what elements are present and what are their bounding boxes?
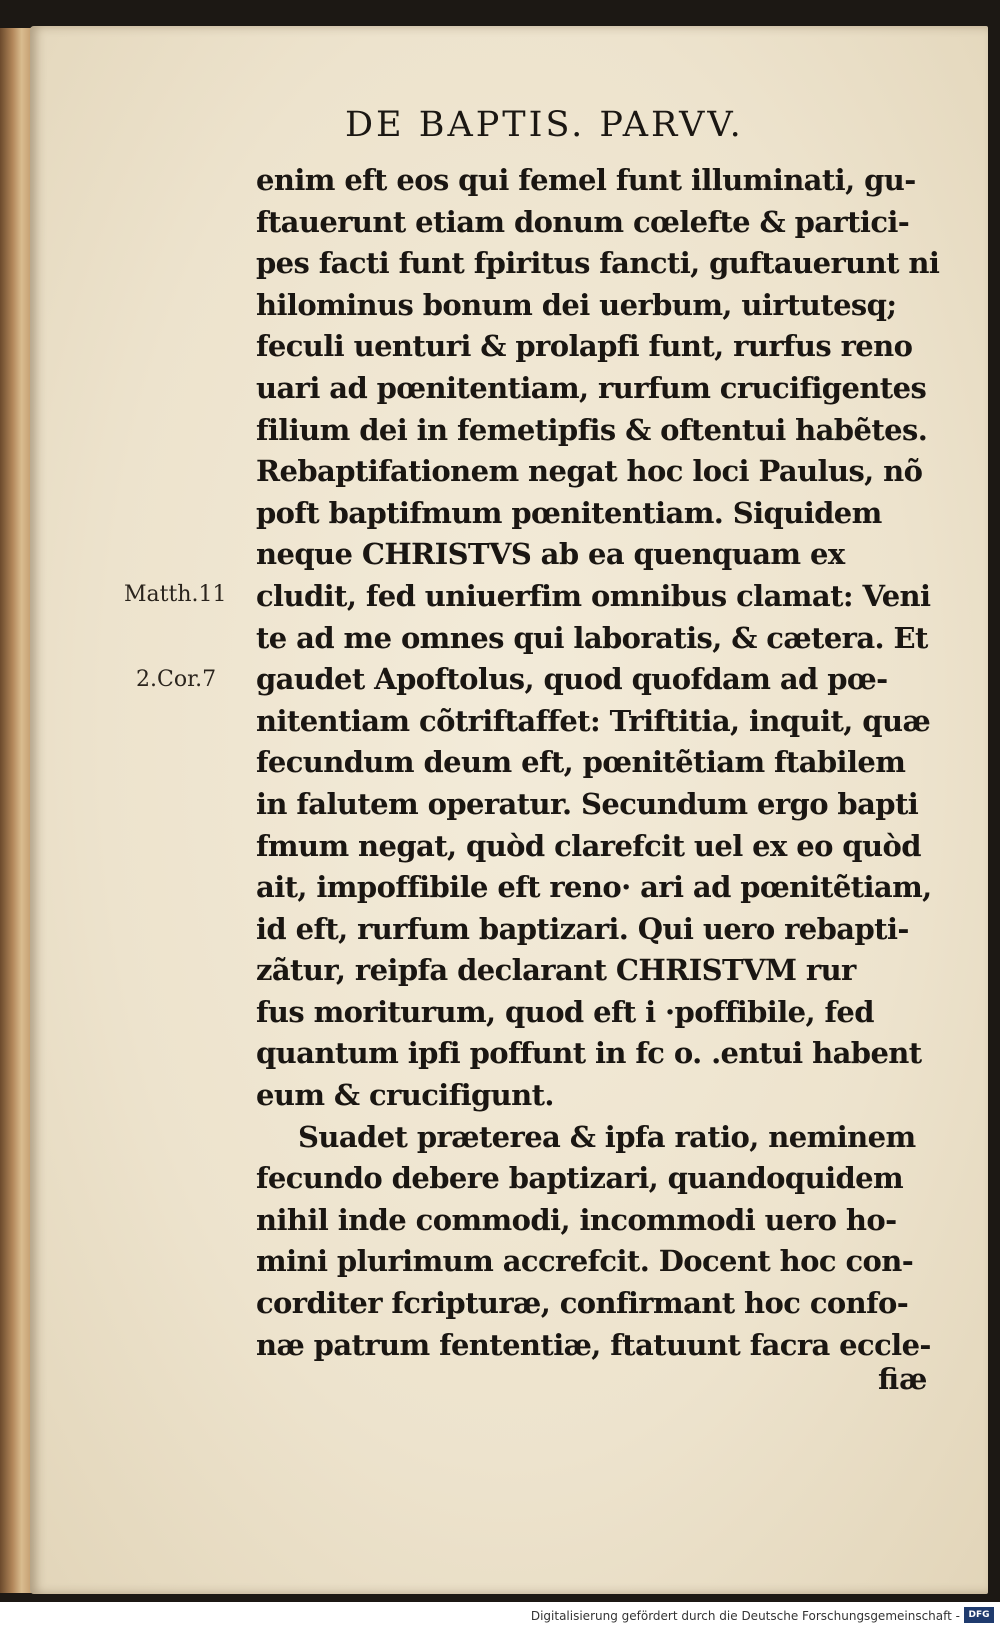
text-line: hilominus bonum dei uerbum, uirtutesq;	[256, 287, 897, 322]
text-line: uari ad pœnitentiam, rurfum crucifigentes	[256, 370, 927, 405]
text-line: nitentiam cõtriftaffet: Triftitia, inquit, quæ	[256, 703, 931, 738]
text-line: gaudet Apoftolus, quod quofdam ad pœ-	[256, 662, 888, 697]
text-line: feculi uenturi & prolapfi funt, rurfus reno	[256, 329, 913, 364]
text-line: fmum negat, quòd clarefcit uel ex eo quòd	[256, 828, 921, 863]
text-line: eum & crucifigunt.	[256, 1078, 554, 1113]
text-line: næ patrum fententiæ, ftatuunt facra eccle-	[256, 1327, 931, 1362]
text-line: pes facti funt fpiritus fancti, guftauerunt ni	[256, 246, 940, 281]
text-line: in falutem operatur. Secundum ergo bapti	[256, 786, 919, 821]
text-line: fus moriturum, quod eft i ·poffibile, fed	[256, 994, 874, 1029]
text-line: neque CHRISTVS ab ea quenquam ex	[256, 537, 845, 572]
text-line: enim eft eos qui femel funt illuminati, gu-	[256, 163, 916, 197]
text-line: cludit, fed uniuerfim omnibus clamat: Veni	[256, 578, 931, 613]
margin-note-corinthians: 2.Cor.7	[136, 667, 217, 692]
text-line: poft baptifmum pœnitentiam. Siquidem	[256, 495, 882, 530]
text-line: quantum ipfi poffunt in fc o. .entui habent	[256, 1036, 922, 1071]
text-line: mini plurimum accrefcit. Docent hoc con-	[256, 1244, 914, 1279]
text-line: fecundo debere baptizari, quandoquidem	[256, 1161, 904, 1196]
text-block	[256, 160, 940, 1366]
running-head: DE BAPTIS. PARVV.	[345, 105, 744, 145]
text-line: Rebaptifationem negat hoc loci Paulus, nõ	[256, 454, 923, 489]
margin-note-matthew: Matth.11	[124, 582, 227, 607]
text-line: ftauerunt etiam donum cœlefte & partici-	[256, 204, 910, 239]
text-line: ait, impoffibile eft reno· ari ad pœnitẽtiam,	[256, 870, 932, 905]
text-line: corditer fcripturæ, confirmant hoc confo-	[256, 1286, 909, 1321]
text-line: Suadet præterea & ipfa ratio, neminem	[298, 1119, 916, 1154]
catchword: fiæ	[878, 1362, 928, 1396]
digitization-credit: Digitalisierung gefördert durch die Deutsche Forschungsgemeinschaft -	[530, 1609, 960, 1623]
text-line: nihil inde commodi, incommodi uero ho-	[256, 1202, 897, 1237]
text-line: fecundum deum eft, pœnitẽtiam ftabilem	[256, 745, 906, 780]
text-line: filium dei in femetipfis & oftentui habẽtes.	[256, 412, 928, 447]
text-line: id eft, rurfum baptizari. Qui uero rebapti-	[256, 911, 909, 946]
dfg-logo: DFG	[964, 1607, 994, 1623]
text-line: te ad me omnes qui laboratis, & cætera. Et	[256, 620, 928, 655]
text-line: zãtur, reipfa declarant CHRISTVM rur	[256, 953, 856, 988]
